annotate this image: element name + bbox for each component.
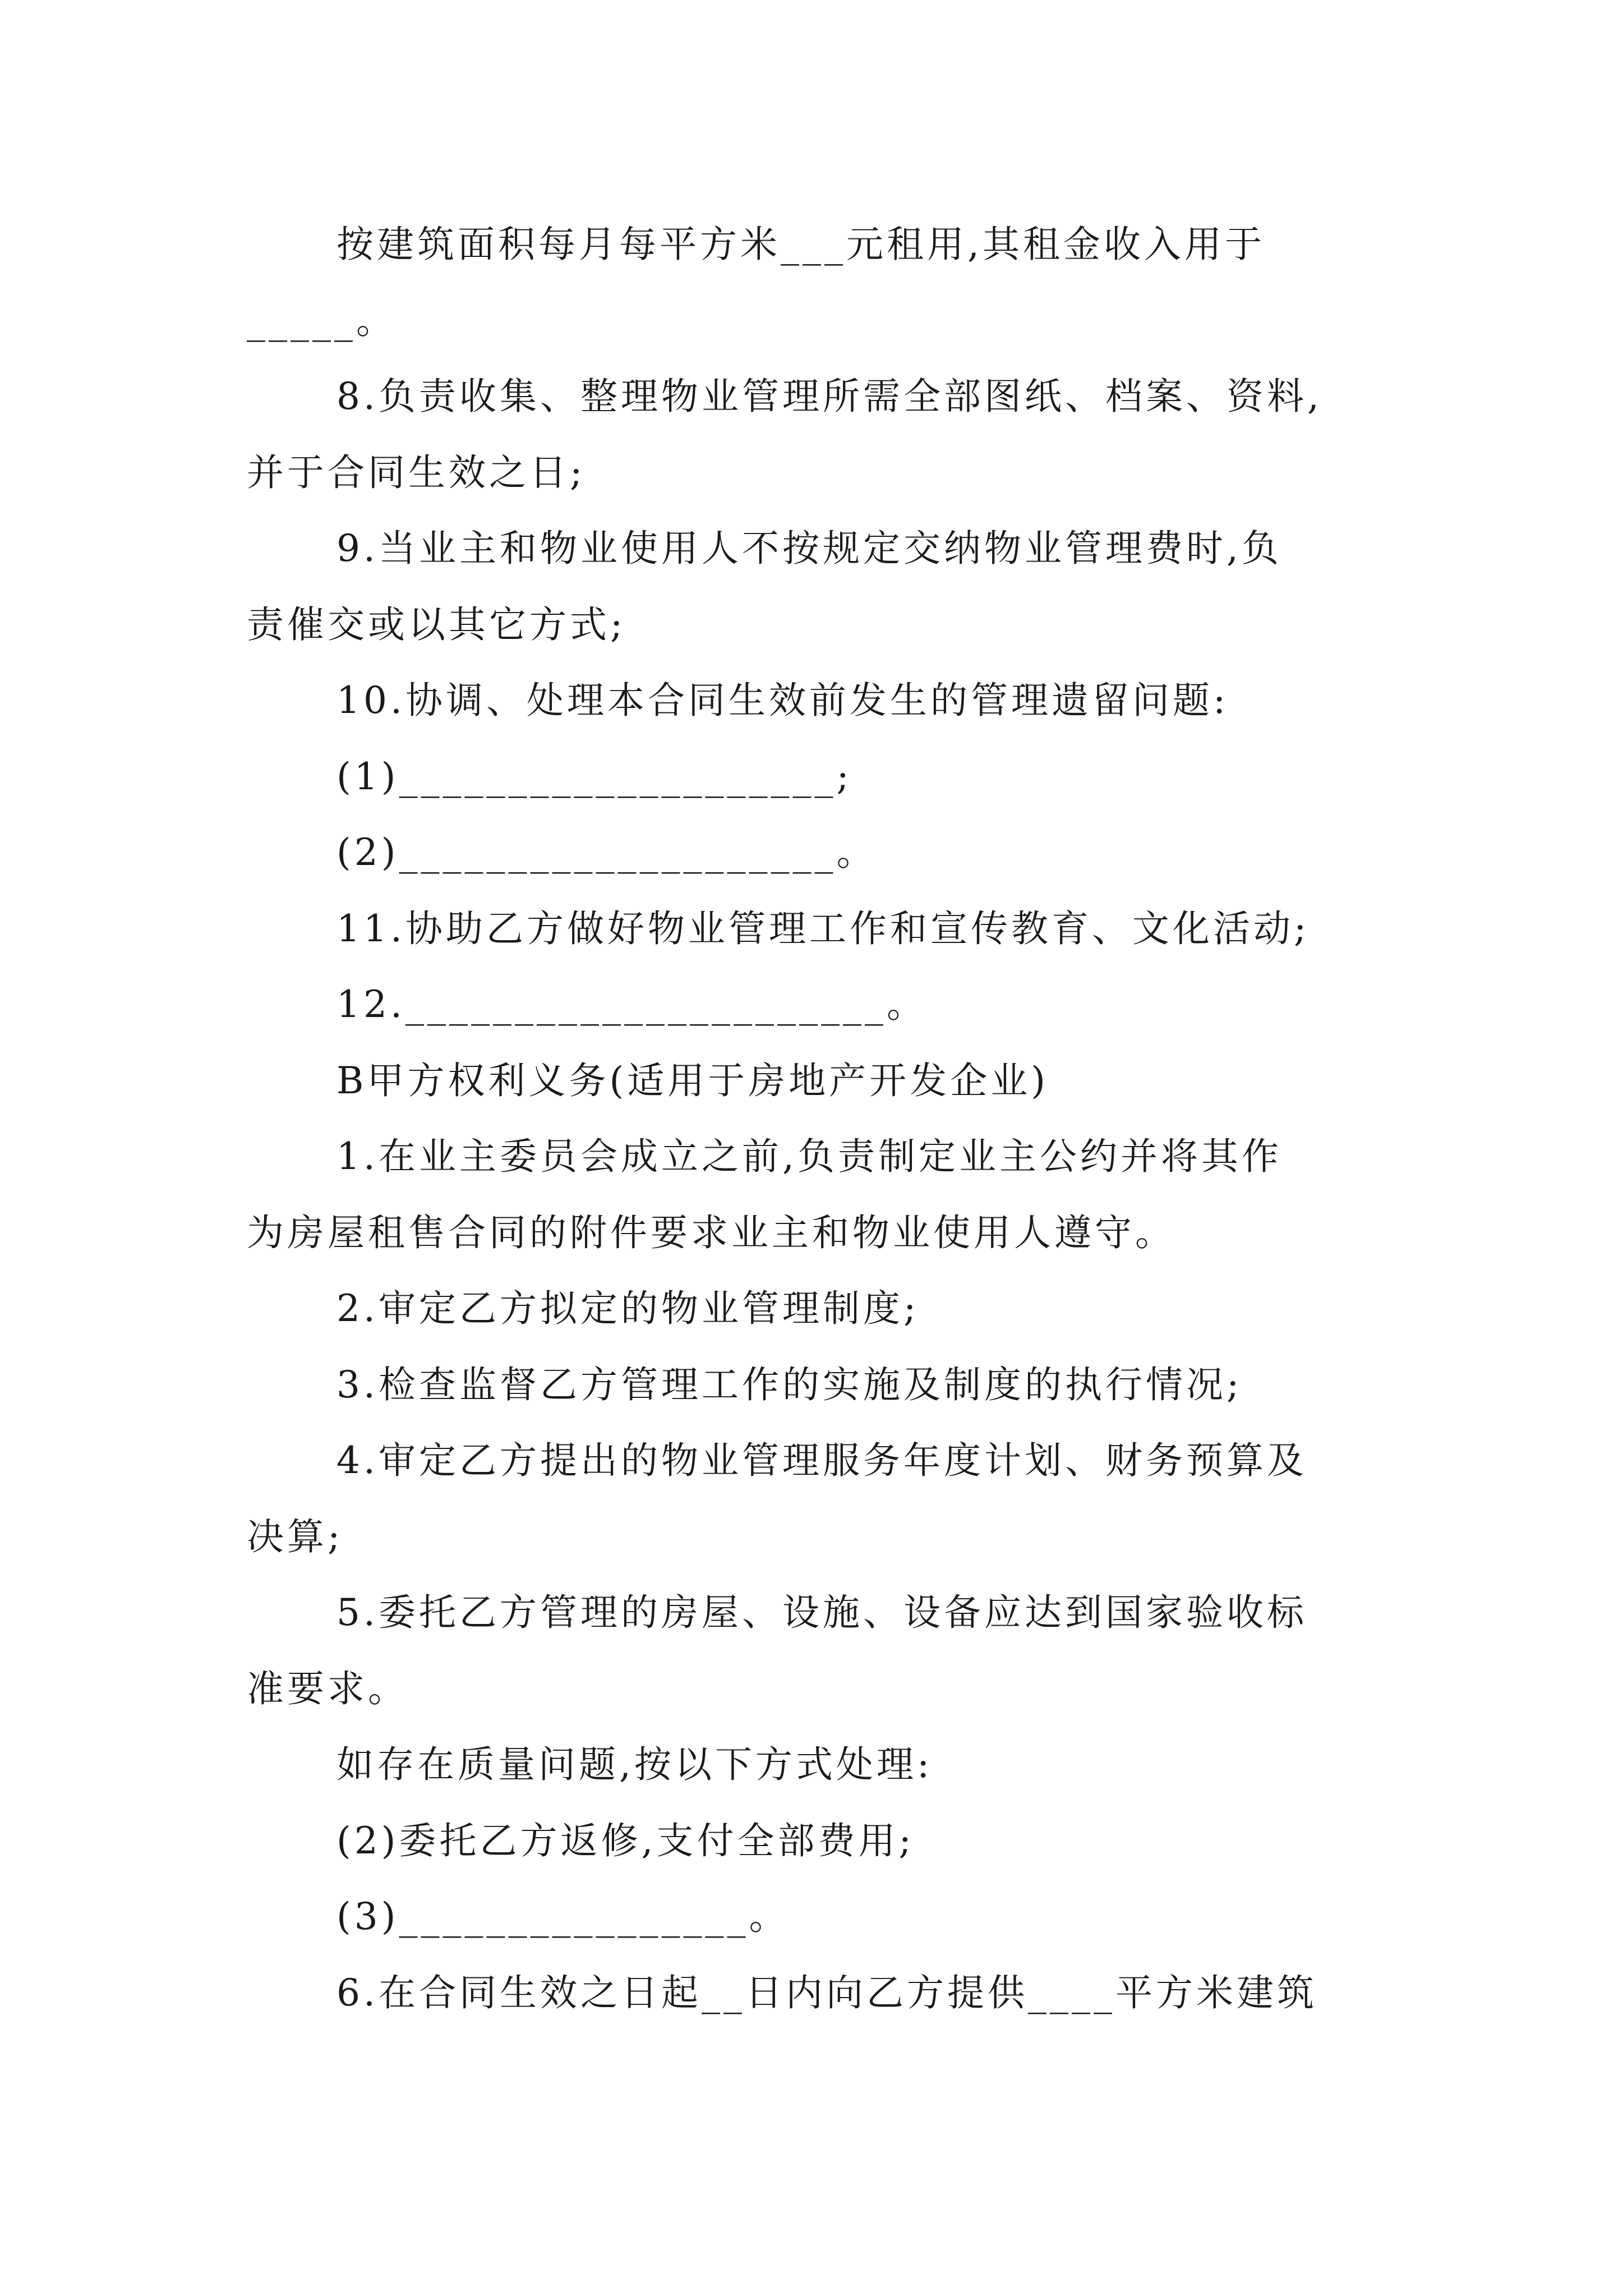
text-line-21: 如存在质量问题,按以下方式处理:	[336, 1743, 933, 1786]
text-line-24: 6.在合同生效之日起__日内向乙方提供____平方米建筑	[336, 1971, 1317, 2014]
text-line-1: 按建筑面积每月每平方米___元租用,其租金收入用于	[336, 223, 1265, 266]
text-line-12: B甲方权利义务(适用于房地产开发企业)	[336, 1059, 1049, 1102]
text-line-5: 9.当业主和物业使用人不按规定交纳物业管理费时,负	[336, 527, 1282, 570]
text-line-2: _____。	[247, 299, 396, 342]
text-line-20: 准要求。	[247, 1667, 408, 1710]
text-line-23: (3)________________。	[336, 1895, 790, 1938]
text-line-9: (2)____________________。	[336, 831, 877, 874]
text-line-11: 12.______________________。	[336, 983, 927, 1026]
text-line-10: 11.协助乙方做好物业管理工作和宣传教育、文化活动;	[336, 907, 1310, 950]
text-line-7: 10.协调、处理本合同生效前发生的管理遗留问题:	[336, 679, 1229, 722]
text-line-18: 决算;	[247, 1515, 344, 1558]
text-line-4: 并于合同生效之日;	[247, 451, 586, 494]
text-line-15: 2.审定乙方拟定的物业管理制度;	[336, 1287, 920, 1330]
text-line-13: 1.在业主委员会成立之前,负责制定业主公约并将其作	[336, 1135, 1282, 1178]
text-line-3: 8.负责收集、整理物业管理所需全部图纸、档案、资料,	[336, 375, 1322, 418]
text-line-8: (1)____________________;	[336, 755, 852, 798]
text-line-16: 3.检查监督乙方管理工作的实施及制度的执行情况;	[336, 1363, 1243, 1406]
text-line-17: 4.审定乙方提出的物业管理服务年度计划、财务预算及	[336, 1439, 1307, 1482]
text-line-19: 5.委托乙方管理的房屋、设施、设备应达到国家验收标	[336, 1591, 1307, 1634]
text-line-14: 为房屋租售合同的附件要求业主和物业使用人遵守。	[247, 1211, 1175, 1254]
text-line-6: 责催交或以其它方式;	[247, 603, 626, 646]
text-line-22: (2)委托乙方返修,支付全部费用;	[336, 1819, 915, 1862]
